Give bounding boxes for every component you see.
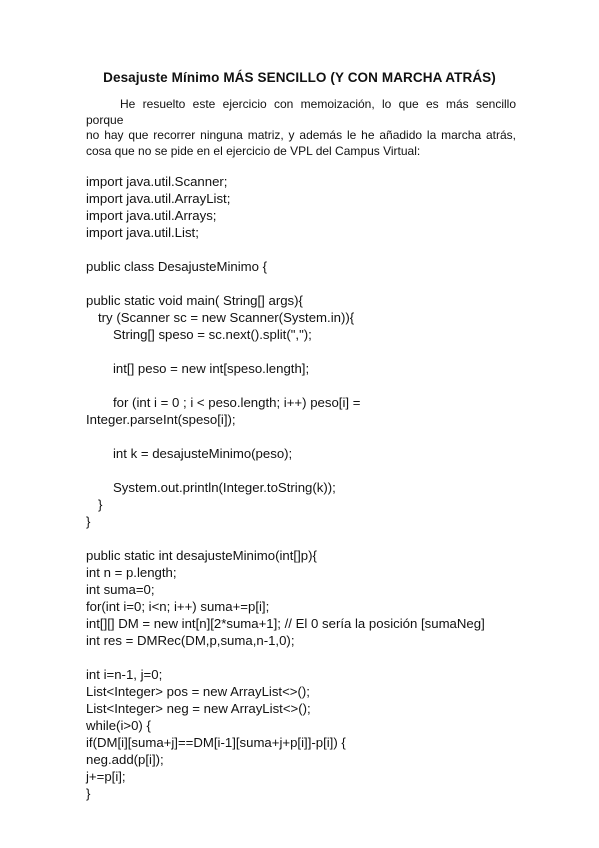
code-line — [86, 649, 566, 666]
code-line: int suma=0; — [86, 582, 155, 597]
code-line: List<Integer> pos = new ArrayList<>(); — [86, 684, 310, 699]
code-line: int k = desajusteMinimo(peso); — [113, 446, 293, 461]
code-line: for (int i = 0 ; i < peso.length; i++) peso[i] = — [113, 395, 361, 410]
code-line: } — [86, 786, 91, 801]
intro-paragraph — [86, 97, 516, 159]
code-line: import java.util.ArrayList; — [86, 191, 231, 206]
document-title: Desajuste Mínimo MÁS SENCILLO (Y CON MARCHA ATRÁS) — [103, 70, 496, 85]
code-line: int res = DMRec(DM,p,suma,n-1,0); — [86, 633, 295, 648]
code-line: } — [98, 497, 103, 512]
code-line: int n = p.length; — [86, 565, 177, 580]
code-line: int[] peso = new int[speso.length]; — [113, 361, 310, 376]
code-line — [86, 530, 566, 547]
code-line — [86, 275, 566, 292]
code-line: public static int desajusteMinimo(int[]p){ — [86, 548, 317, 563]
code-line — [86, 241, 566, 258]
code-line: for(int i=0; i<n; i++) suma+=p[i]; — [86, 599, 270, 614]
code-line: Integer.parseInt(speso[i]); — [86, 412, 236, 427]
code-line: while(i>0) { — [86, 718, 151, 733]
code-listing — [86, 173, 566, 802]
code-line: if(DM[i][suma+j]==DM[i-1][suma+j+p[i]]-p[i]) { — [86, 735, 346, 750]
code-line — [86, 377, 566, 394]
code-line: public class DesajusteMinimo { — [86, 259, 268, 274]
intro-line: He resuelto este ejercicio con memoización, lo que es más sencillo porque — [86, 97, 516, 127]
code-line: List<Integer> neg = new ArrayList<>(); — [86, 701, 311, 716]
code-line: String[] speso = sc.next().split(","); — [113, 327, 312, 342]
code-line: int[][] DM = new int[n][2*suma+1]; // El 0 sería la posición [sumaNeg] — [86, 616, 485, 631]
code-line: import java.util.Scanner; — [86, 174, 228, 189]
code-line: j+=p[i]; — [86, 769, 126, 784]
code-line: import java.util.List; — [86, 225, 199, 240]
intro-line: no hay que recorrer ninguna matriz, y además le he añadido la marcha atrás, — [86, 128, 516, 142]
code-line: int i=n-1, j=0; — [86, 667, 163, 682]
code-line: public static void main( String[] args){ — [86, 293, 303, 308]
intro-line: cosa que no se pide en el ejercicio de VPL del Campus Virtual: — [86, 143, 421, 158]
code-line — [86, 343, 566, 360]
code-line: import java.util.Arrays; — [86, 208, 217, 223]
code-line: try (Scanner sc = new Scanner(System.in)){ — [98, 310, 355, 325]
code-line: } — [86, 514, 91, 529]
code-line: System.out.println(Integer.toString(k)); — [113, 480, 336, 495]
code-line: neg.add(p[i]); — [86, 752, 164, 767]
code-line — [86, 462, 566, 479]
code-line — [86, 428, 566, 445]
